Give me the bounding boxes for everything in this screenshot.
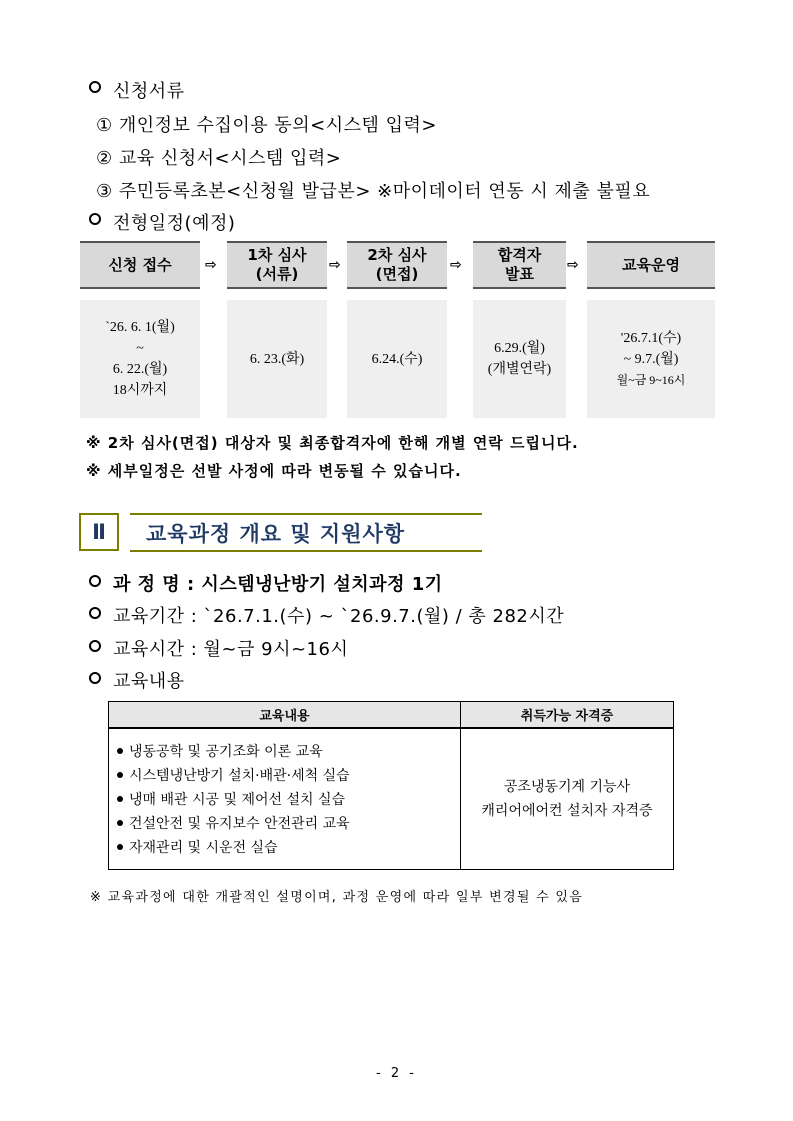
step-label-apply: 신청 접수 [80,241,200,289]
bullet-dot-icon [117,796,123,802]
docs-heading: 신청서류 [113,81,185,102]
certificate-2: 캐리어에어컨 설치자 자격증 [481,803,653,819]
schedule-note-2: ※ 세부일정은 선발 사정에 따라 변동될 수 있습니다. [86,462,462,480]
bullet-dot-icon [117,820,123,826]
operation-start: '26.7.1(수) [620,330,682,346]
course-hours: 교육시간 : 월~금 9시~16시 [113,639,349,660]
docs-item-3: ③ 주민등록초본<신청월 발급본> ※마이데이터 연동 시 제출 불필요 [96,181,651,202]
bullet-dot-icon [117,772,123,778]
step-label-announcement: 합격자 발표 [473,241,566,289]
table-header-certificate: 취득가능 자격증 [461,702,674,729]
list-item: 건설안전 및 유지보수 안전관리 교육 [117,811,460,835]
operation-hours: 월~금 9~16시 [616,372,686,387]
course-name: 과 정 명 : 시스템냉난방기 설치과정 1기 [113,574,443,595]
course-content-table [108,701,674,870]
announcement-date: 6.29.(월) [494,341,545,356]
section-title: 교육과정 개요 및 지원사항 [130,513,482,552]
docs-item-1: ① 개인정보 수집이용 동의<시스템 입력> [96,115,438,136]
bullet-circle-icon [89,672,101,684]
schedule-note-1: ※ 2차 심사(면접) 대상자 및 최종합격자에 한해 개별 연락 드립니다. [86,434,579,452]
arrow-right-icon: ⇨ [450,257,462,273]
course-period: 교육기간 : `26.7.1.(수) ~ `26.9.7.(월) / 총 282시간 [113,606,565,627]
page-number: - 2 - [376,1066,417,1081]
announcement-note: (개별연락) [487,362,552,377]
bullet-dot-icon [117,748,123,754]
step-label-operation: 교육운영 [587,241,715,289]
course-content-heading: 교육내용 [113,671,185,692]
step-detail-apply [80,300,200,418]
step-label-interview: 2차 심사 (면접) [347,241,447,289]
document-review-date: 6. 23.(화) [249,351,305,367]
footnote: ※ 교육과정에 대한 개괄적인 설명이며, 과정 운영에 따라 일부 변경될 수 있음 [90,890,584,905]
step-detail-document-review [227,300,327,418]
list-item: 냉동공학 및 공기조화 이론 교육 [117,739,460,763]
certificate-cell [461,728,674,870]
bullet-dot-icon [117,844,123,850]
step-label-document-review: 1차 심사 (서류) [227,241,327,289]
table-row [109,728,674,870]
schedule-heading: 전형일정(예정) [113,213,236,234]
bullet-circle-icon [89,81,101,93]
step-detail-interview [347,300,447,418]
list-item: 시스템냉난방기 설치·배관·세척 실습 [117,763,460,787]
list-item: 냉매 배관 시공 및 제어선 설치 실습 [117,787,460,811]
apply-start-date: `26. 6. 1(월) [105,320,175,335]
apply-tilde: ~ [136,341,144,356]
apply-deadline-time: 18시까지 [112,383,168,398]
arrow-right-icon: ⇨ [205,257,217,273]
bullet-circle-icon [89,607,101,619]
certificate-1: 공조냉동기계 기능사 [503,779,631,795]
bullet-circle-icon [89,640,101,652]
list-item: 자재관리 및 시운전 실습 [117,835,460,859]
step-detail-announcement [473,300,566,418]
bullet-circle-icon [89,575,101,587]
bullet-circle-icon [89,213,101,225]
docs-item-2: ② 교육 신청서<시스템 입력> [96,148,342,169]
arrow-right-icon: ⇨ [329,257,341,273]
arrow-right-icon: ⇨ [567,257,579,273]
operation-end: ~ 9.7.(월) [623,351,679,367]
content-list [109,728,461,870]
apply-end-date: 6. 22.(월) [112,362,168,377]
table-header-content: 교육내용 [109,702,461,729]
section-number: Ⅱ [79,513,119,551]
step-detail-operation [587,300,715,418]
interview-date: 6.24.(수) [371,351,423,367]
